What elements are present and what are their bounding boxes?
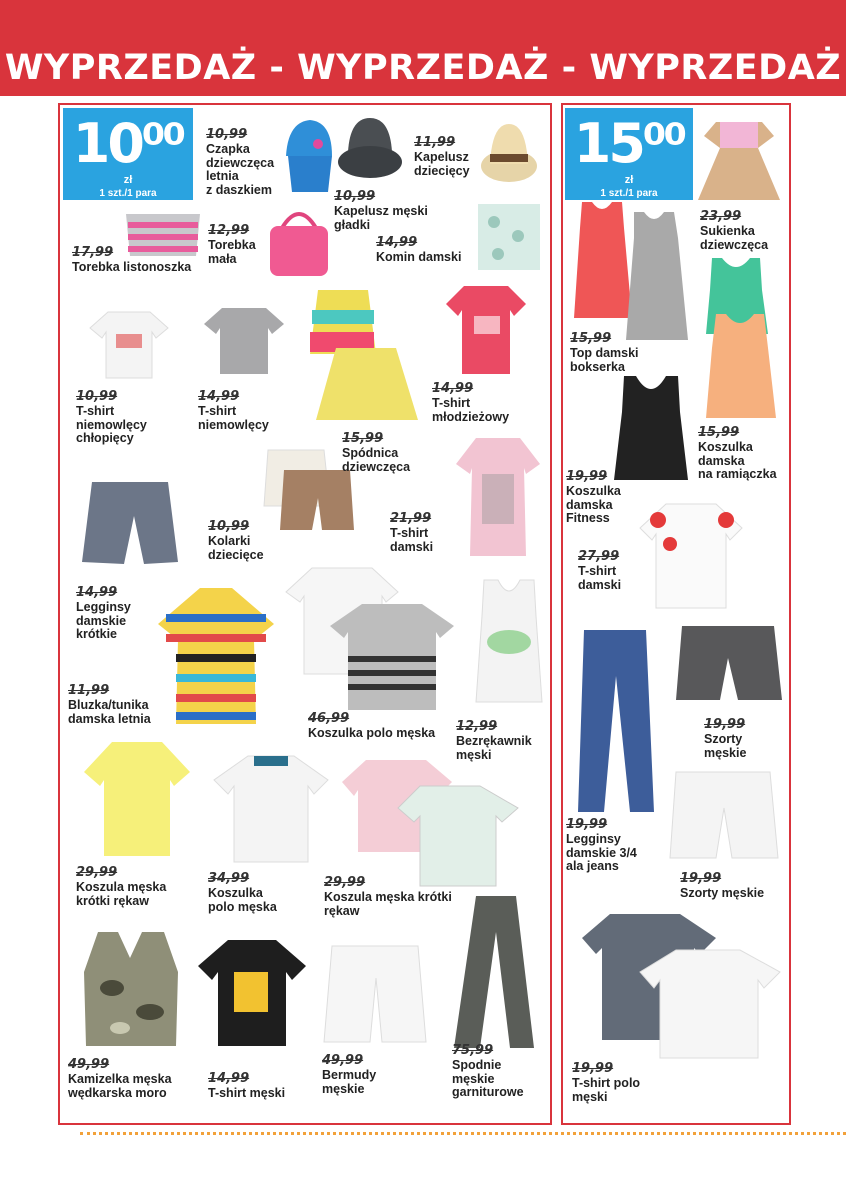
pink-handbag-image — [264, 200, 334, 280]
old-price: 15,99 — [570, 331, 612, 346]
product-name: Koszula męska krótki rękaw — [76, 880, 167, 908]
old-price: 14,99 — [198, 389, 240, 404]
price-badge-10 — [63, 108, 193, 200]
old-price: 10,99 — [76, 389, 118, 404]
old-price: 14,99 — [432, 381, 474, 396]
old-price: 19,99 — [680, 871, 722, 886]
old-price: 49,99 — [68, 1057, 110, 1072]
old-price: 46,99 — [308, 711, 350, 726]
product-label — [342, 430, 410, 474]
old-price: 34,99 — [208, 871, 250, 886]
old-price: 19,99 — [572, 1061, 614, 1076]
product-label — [208, 222, 256, 266]
product-name: Koszulka damska na ramiączka — [698, 440, 777, 481]
product-label — [208, 518, 264, 562]
women-tank-tops-image — [700, 254, 784, 422]
product-name: Sukienka dziewczęca — [700, 224, 769, 252]
product-label — [76, 864, 166, 908]
women-tops-image — [570, 198, 700, 344]
product-label — [456, 718, 532, 762]
badge-unit: 1 szt./1 para — [600, 188, 658, 199]
men-shirts-image — [340, 756, 522, 890]
product-name: Czapka dziewczęca letnia z daszkiem — [206, 142, 275, 197]
product-name: Szorty męskie — [680, 886, 765, 900]
old-price: 19,99 — [566, 817, 608, 832]
product-name: Komin damski — [376, 250, 462, 264]
product-name: Kamizelka męska wędkarska moro — [68, 1072, 172, 1100]
product-label — [322, 1052, 376, 1096]
product-label — [334, 188, 428, 232]
product-label — [68, 682, 151, 726]
fitness-top-image — [608, 372, 694, 484]
product-label — [700, 208, 768, 252]
baby-tshirt-boy-image — [88, 308, 170, 382]
white-polo-image — [212, 752, 330, 866]
teen-tshirt-image — [444, 282, 528, 378]
product-name: T-shirt młodzieżowy — [432, 396, 510, 424]
old-price: 19,99 — [704, 717, 746, 732]
yellow-shirt-image — [82, 738, 192, 860]
badge-price: 10⁰⁰ — [72, 112, 184, 175]
product-label — [208, 870, 277, 914]
product-label — [432, 380, 509, 424]
old-price: 12,99 — [456, 719, 498, 734]
striped-tunic-image — [156, 584, 276, 728]
product-name: Bezrękawnik męski — [456, 734, 532, 762]
old-price: 75,99 — [452, 1043, 494, 1058]
product-name: T-shirt damski — [578, 564, 622, 592]
banner-title: WYPRZEDAŻ - WYPRZEDAŻ - WYPRZEDAŻ — [4, 48, 842, 88]
product-name: Bermudy męskie — [322, 1068, 377, 1096]
product-label — [308, 710, 435, 741]
polo-shirts-image — [282, 564, 458, 714]
scarf-image — [474, 200, 544, 274]
product-name: Kapelusz dziecięcy — [414, 150, 470, 178]
jeans-leggings-image — [568, 626, 664, 816]
old-price: 12,99 — [208, 223, 250, 238]
old-price: 29,99 — [76, 865, 118, 880]
product-label — [570, 330, 639, 374]
product-label — [572, 1060, 640, 1104]
product-name: Legginsy damskie 3/4 ala jeans — [566, 832, 637, 873]
old-price: 10,99 — [206, 127, 248, 142]
camo-vest-image — [80, 928, 182, 1050]
product-label — [76, 584, 131, 642]
product-label — [452, 1042, 524, 1100]
product-name: Koszulka damska Fitness — [566, 484, 621, 525]
product-name: T-shirt damski — [390, 526, 434, 554]
tank-top-image — [472, 576, 546, 706]
badge-price: 15⁰⁰ — [573, 112, 685, 175]
product-label — [324, 874, 452, 918]
product-name: Koszula męska krótki rękaw — [324, 890, 452, 918]
product-name: T-shirt niemowlęcy chłopięcy — [76, 404, 147, 445]
old-price: 14,99 — [208, 1071, 250, 1086]
bucket-hat-image — [334, 112, 404, 192]
product-name: T-shirt męski — [208, 1086, 286, 1100]
product-label — [72, 244, 191, 275]
product-label — [206, 126, 274, 197]
badge-currency: zł — [123, 174, 133, 186]
old-price: 10,99 — [334, 189, 376, 204]
old-price: 27,99 — [578, 549, 620, 564]
product-name: Koszulka polo męska — [308, 726, 436, 740]
old-price: 14,99 — [76, 585, 118, 600]
old-price: 19,99 — [566, 469, 608, 484]
product-name: T-shirt niemowlęcy — [198, 404, 269, 432]
black-tshirt-image — [196, 936, 308, 1050]
badge-unit: 1 szt./1 para — [99, 188, 157, 199]
polska-tshirt-image — [636, 500, 746, 612]
bermudas-image — [320, 942, 430, 1048]
girl-dress-image — [694, 118, 784, 204]
polo-shirts-right-image — [580, 910, 784, 1062]
product-label — [376, 234, 461, 265]
baby-tshirt-image — [202, 304, 286, 378]
product-name: Kapelusz męski gładki — [334, 204, 428, 232]
old-price: 15,99 — [698, 425, 740, 440]
old-price: 14,99 — [376, 235, 418, 250]
product-label — [566, 816, 637, 874]
product-label — [76, 388, 147, 446]
product-label — [198, 388, 269, 432]
white-shorts-image — [666, 768, 780, 862]
straw-hat-image — [478, 114, 540, 190]
dotted-divider — [80, 1132, 846, 1135]
old-price: 23,99 — [700, 209, 742, 224]
product-name: Kolarki dziecięce — [208, 534, 264, 562]
product-label — [390, 510, 433, 554]
product-name: Torebka listonoszka — [72, 260, 192, 274]
product-label — [68, 1056, 172, 1100]
cap-image — [278, 114, 338, 196]
product-label — [578, 548, 621, 592]
skirt-image — [306, 288, 422, 424]
product-name: Spódnica dziewczęca — [342, 446, 411, 474]
old-price: 49,99 — [322, 1053, 364, 1068]
grey-shorts-image — [672, 622, 784, 706]
price-badge-15 — [565, 108, 693, 200]
product-name: T-shirt polo męski — [572, 1076, 641, 1104]
old-price: 15,99 — [342, 431, 384, 446]
product-name: Top damski bokserka — [570, 346, 639, 374]
old-price: 10,99 — [208, 519, 250, 534]
product-label — [704, 716, 746, 760]
women-tshirt-pink-image — [452, 434, 544, 560]
product-label — [698, 424, 777, 482]
product-label — [414, 134, 470, 178]
leggings-short-image — [78, 478, 182, 570]
old-price: 17,99 — [72, 245, 114, 260]
product-name: Spodnie męskie garniturowe — [452, 1058, 524, 1099]
product-label — [680, 870, 764, 901]
product-label — [208, 1070, 285, 1101]
product-name: Bluzka/tunika damska letnia — [68, 698, 151, 726]
badge-currency: zł — [624, 174, 634, 186]
old-price: 21,99 — [390, 511, 432, 526]
product-name: Torebka mała — [208, 238, 256, 266]
product-name: Koszulka polo męska — [208, 886, 277, 914]
old-price: 29,99 — [324, 875, 366, 890]
old-price: 11,99 — [68, 683, 110, 698]
product-name: Szorty męskie — [704, 732, 747, 760]
product-name: Legginsy damskie krótkie — [76, 600, 131, 641]
old-price: 11,99 — [414, 135, 456, 150]
product-label — [566, 468, 621, 526]
